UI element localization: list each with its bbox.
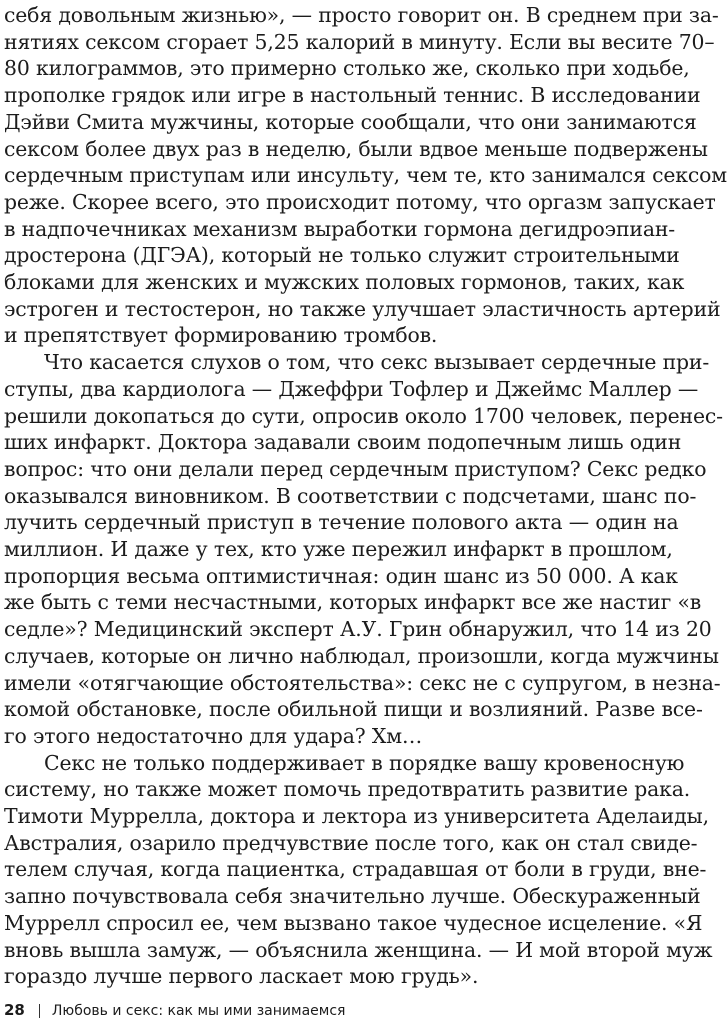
text-line: 80 килограммов, это примерно столько же, сколько при ходьбе, <box>4 56 690 81</box>
footer-divider <box>39 1004 40 1018</box>
text-line: Что касается слухов о том, что секс вызывает сердечные при- <box>44 350 710 375</box>
text-line: реже. Скорее всего, это происходит потому, что оргазм запускает <box>4 189 716 214</box>
text-line: телем случая, когда пациентка, страдавшая от боли в груди, вне- <box>4 857 707 882</box>
text-line: сексом более двух раз в неделю, были вдвое меньше подвержены <box>4 136 708 161</box>
text-line: Дэйви Смита мужчины, которые сообщали, что они занимаются <box>4 109 697 134</box>
text-line: Австралия, озарило предчувствие после того, как он стал свиде- <box>4 830 698 855</box>
text-line: ступы, два кардиолога — Джеффри Тофлер и Джеймс Маллер — <box>4 376 699 401</box>
text-line: запно почувствовала себя значительно лучше. Обескураженный <box>4 884 701 909</box>
text-line: седле»? Медицинский эксперт А.У. Грин обнаружил, что 14 из 20 <box>4 617 712 642</box>
text-line: и препятствует формированию тромбов. <box>4 323 438 348</box>
text-line: в надпочечниках механизм выработки гормона дегидроэпиан- <box>4 216 676 241</box>
text-line: го этого недостаточно для удара? Хм… <box>4 723 423 748</box>
text-line: оказывался виновником. В соответствии с подсчетами, шанс по- <box>4 483 697 508</box>
text-line: прополке грядок или игре в настольный теннис. В исследовании <box>4 83 701 108</box>
text-line: же быть с теми несчастными, которых инфаркт все же настиг «в <box>4 590 702 615</box>
text-line: вопрос: что они делали перед сердечным приступом? Секс редко <box>4 456 707 481</box>
text-line: нятиях сексом сгорает 5,25 калорий в минуту. Если вы весите 70– <box>4 29 715 54</box>
page-number: 28 <box>4 1001 25 1019</box>
page-footer <box>4 1000 345 1020</box>
text-line: решили докопаться до сути, опросив около 1700 человек, перенес- <box>4 403 723 428</box>
text-line: вновь вышла замуж, — объяснила женщина. — И мой второй муж <box>4 937 713 962</box>
text-line: имели «отягчающие обстоятельства»: секс не с супругом, в незна- <box>4 670 721 695</box>
text-line: себя довольным жизнью», — просто говорит он. В среднем при за- <box>4 3 719 27</box>
running-title: Любовь и секс: как мы ими занимаемся <box>51 1003 346 1019</box>
text-line: эстроген и тестостерон, но также улучшает эластичность артерий <box>4 296 721 321</box>
text-line: Секс не только поддерживает в порядке вашу кровеносную <box>44 750 685 775</box>
text-line: комой обстановке, после обильной пищи и возлияний. Разве все- <box>4 697 703 722</box>
text-line: миллион. И даже у тех, кто уже пережил инфаркт в прошлом, <box>4 537 673 561</box>
text-line: Тимоти Муррелла, доктора и лектора из университета Аделаиды, <box>4 804 709 828</box>
text-line: систему, но также может помочь предотвратить развитие рака. <box>4 777 691 802</box>
text-line: пропорция весьма оптимистичная: один шанс из 50 000. А как <box>4 563 678 588</box>
text-line: гораздо лучше первого ласкает мою грудь». <box>4 964 479 989</box>
text-line: ших инфаркт. Доктора задавали своим подопечным лишь один <box>4 430 682 455</box>
text-line: Муррелл спросил ее, чем вызвано такое чудесное исцеление. «Я <box>4 910 703 935</box>
text-line: случаев, которые он лично наблюдал, произошли, когда мужчины <box>4 643 719 668</box>
text-line: лучить сердечный приступ в течение полового акта — один на <box>4 510 679 535</box>
text-line: дростерона (ДГЭА), который не только служит строительными <box>4 243 680 268</box>
text-line: блоками для женских и мужских половых гормонов, таких, как <box>4 270 685 294</box>
text-line: сердечным приступам или инсульту, чем те, кто занимался сексом <box>4 163 727 188</box>
